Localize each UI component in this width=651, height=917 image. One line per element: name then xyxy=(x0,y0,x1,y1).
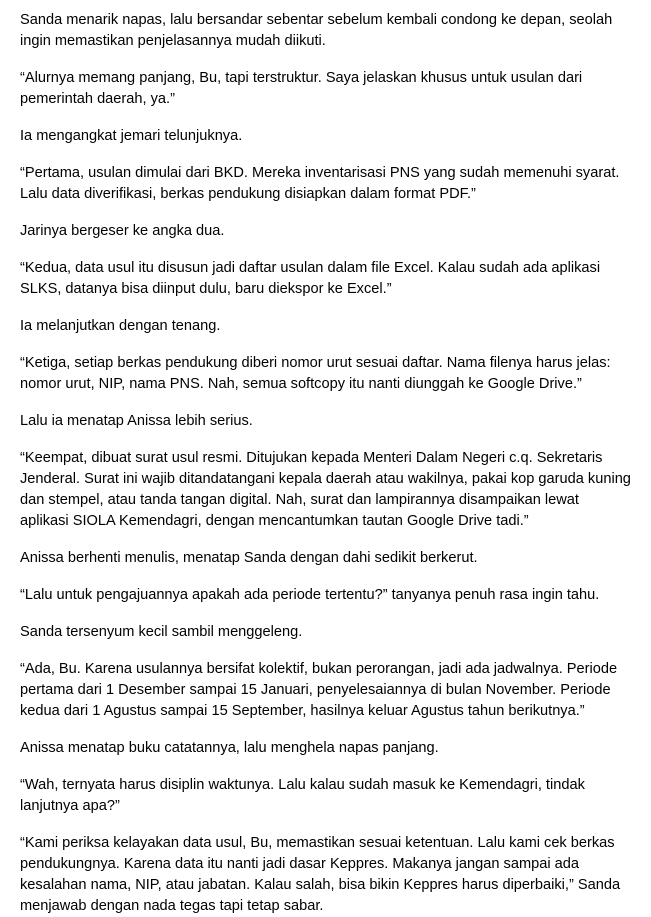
paragraph-8: “Ketiga, setiap berkas pendukung diberi nomor urut sesuai daftar. Nama filenya harus jelas: nomor urut, NIP, nama PNS. Nah, semua softcopy itu nanti diunggah ke Google Drive.” xyxy=(20,355,611,392)
paragraph-15: Anissa menatap buku catatannya, lalu menghela napas panjang. xyxy=(20,740,439,756)
paragraph-11: Anissa berhenti menulis, menatap Sanda dengan dahi sedikit berkerut. xyxy=(20,550,478,566)
paragraph-14: “Ada, Bu. Karena usulannya bersifat kolektif, bukan perorangan, jadi ada jadwalnya. Periode pertama dari 1 Desember sampai 15 Januari, penyelesaiannya di bulan November. Periode kedua dari 1 Agustus sampai 15 September, hasilnya keluar Agustus tahun berikutnya.” xyxy=(20,661,618,719)
paragraph-3: Ia mengangkat jemari telunjuknya. xyxy=(20,128,243,144)
paragraph-16: “Wah, ternyata harus disiplin waktunya. Lalu kalau sudah masuk ke Kemendagri, tindak lanjutnya apa?” xyxy=(20,777,585,814)
paragraph-9: Lalu ia menatap Anissa lebih serius. xyxy=(20,413,253,429)
paragraph-17: “Kami periksa kelayakan data usul, Bu, memastikan sesuai ketentuan. Lalu kami cek berkas pendukungnya. Karena data itu nanti jadi dasar Keppres. Makanya jangan sampai ada kesalahan nama, NIP, atau jabatan. Kalau salah, bisa bikin Keppres harus diperbaiki,” Sanda menjawab dengan nada tegas tapi tetap sabar. xyxy=(20,835,621,914)
paragraph-12: “Lalu untuk pengajuannya apakah ada periode tertentu?” tanyanya penuh rasa ingin tahu. xyxy=(20,587,600,603)
paragraph-7: Ia melanjutkan dengan tenang. xyxy=(20,318,221,334)
paragraph-6: “Kedua, data usul itu disusun jadi daftar usulan dalam file Excel. Kalau sudah ada aplikasi SLKS, datanya bisa diinput dulu, baru diekspor ke Excel.” xyxy=(20,260,601,297)
paragraph-1: Sanda menarik napas, lalu bersandar sebentar sebelum kembali condong ke depan, seolah ingin memastikan penjelasannya mudah diikuti. xyxy=(20,12,613,49)
paragraph-13: Sanda tersenyum kecil sambil menggeleng. xyxy=(20,624,303,640)
paragraph-2: “Alurnya memang panjang, Bu, tapi terstruktur. Saya jelaskan khusus untuk usulan dari pemerintah daerah, ya.” xyxy=(20,70,583,107)
paragraph-4: “Pertama, usulan dimulai dari BKD. Mereka inventarisasi PNS yang sudah memenuhi syarat. Lalu data diverifikasi, berkas pendukung disiapkan dalam format PDF.” xyxy=(20,165,620,202)
paragraph-10: “Keempat, dibuat surat usul resmi. Ditujukan kepada Menteri Dalam Negeri c.q. Sekretaris Jenderal. Surat ini wajib ditandatangani kepala daerah atau wakilnya, pakai kop garuda kuning dan stempel, atau tanda tangan digital. Nah, surat dan lampirannya disampaikan lewat aplikasi SIOLA Kemendagri, dengan mencantumkan tautan Google Drive tadi.” xyxy=(20,450,631,529)
paragraph-5: Jarinya bergeser ke angka dua. xyxy=(20,223,225,239)
